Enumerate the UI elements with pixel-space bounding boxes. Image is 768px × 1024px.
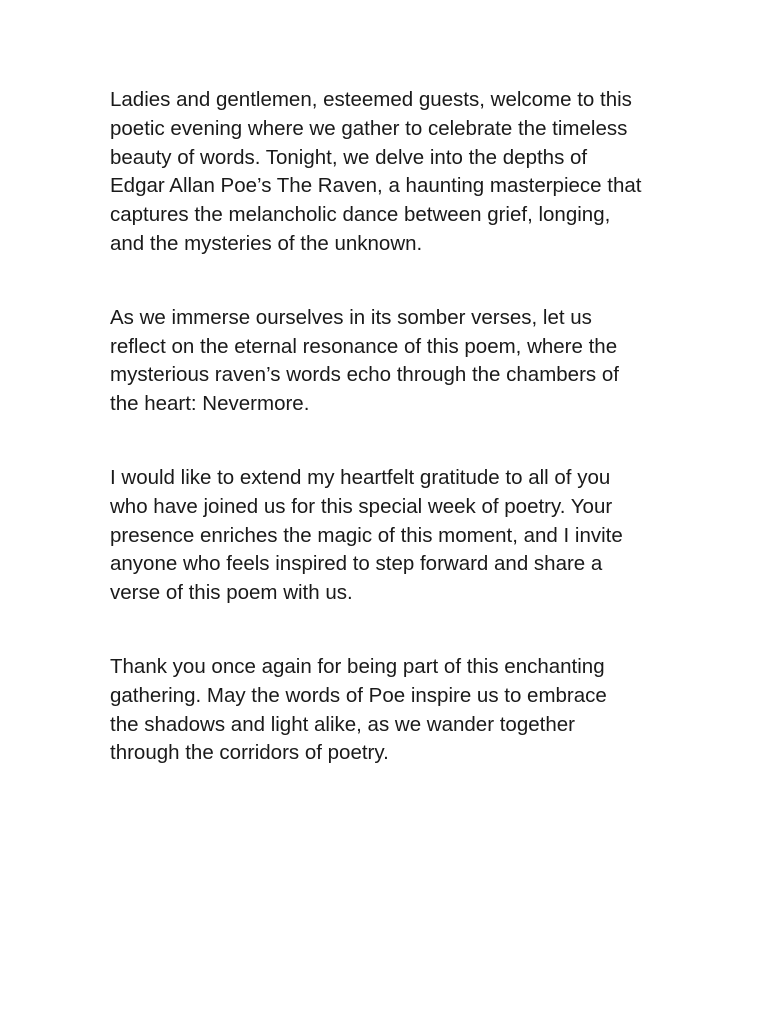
text-line: gathering. May the words of Poe inspire us to embrace <box>110 683 607 707</box>
paragraph-spacer <box>110 608 670 653</box>
paragraph-spacer <box>110 419 670 464</box>
text-line: through the corridors of poetry. <box>110 741 389 765</box>
text-line: I would like to extend my heartfelt gratitude to all of you <box>110 465 611 489</box>
text-line: mysterious raven’s words echo through the chambers of <box>110 363 619 387</box>
paragraph-spacer <box>110 259 670 304</box>
text-line: poetic evening where we gather to celebrate the timeless <box>110 116 628 140</box>
document-body <box>110 86 670 768</box>
text-line: As we immerse ourselves in its somber verses, let us <box>110 305 592 329</box>
text-line: who have joined us for this special week of poetry. Your <box>110 494 613 518</box>
text-line: anyone who feels inspired to step forward and share a <box>110 552 603 576</box>
text-line: Thank you once again for being part of this enchanting <box>110 654 605 678</box>
paragraph-welcome <box>110 86 670 259</box>
text-line: presence enriches the magic of this moment, and I invite <box>110 523 623 547</box>
text-line: and the mysteries of the unknown. <box>110 231 423 255</box>
text-line: Ladies and gentlemen, esteemed guests, welcome to this <box>110 88 632 111</box>
paragraph-gratitude <box>110 464 670 608</box>
text-line: reflect on the eternal resonance of this poem, where the <box>110 334 618 358</box>
text-line: beauty of words. Tonight, we delve into the depths of <box>110 145 588 169</box>
text-line: the shadows and light alike, as we wander together <box>110 712 575 736</box>
paragraph-reflection <box>110 304 670 419</box>
text-line: the heart: Nevermore. <box>110 392 310 416</box>
text-line: captures the melancholic dance between grief, longing, <box>110 203 611 227</box>
text-line: Edgar Allan Poe’s The Raven, a haunting masterpiece that <box>110 174 642 198</box>
text-line: verse of this poem with us. <box>110 581 353 605</box>
paragraph-closing <box>110 653 670 768</box>
